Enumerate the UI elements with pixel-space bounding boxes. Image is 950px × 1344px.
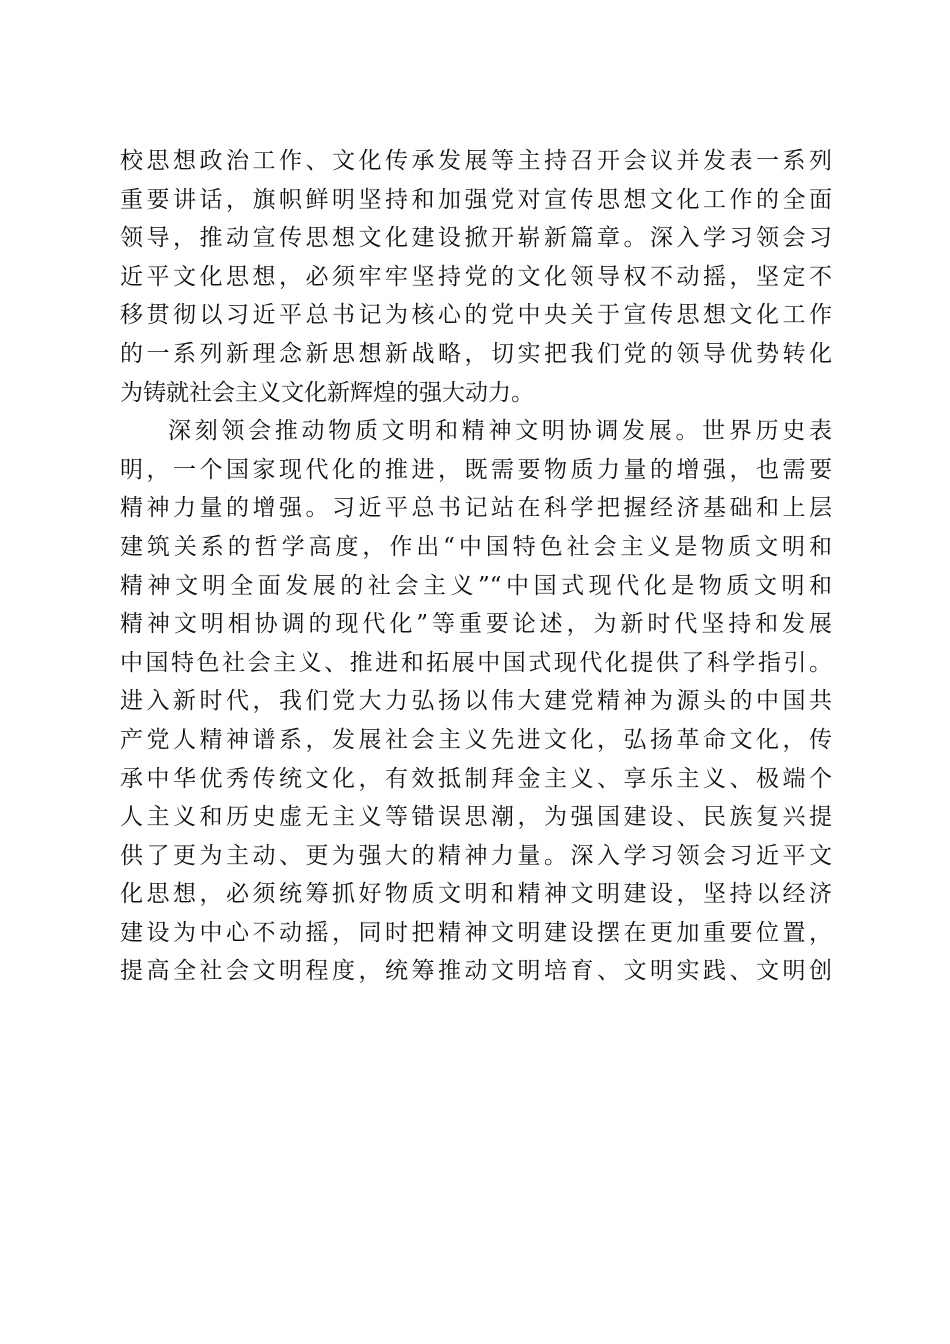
text-line: 校思想政治工作、文化传承发展等主持召开会议并发表一系列 [120, 148, 832, 174]
text-line: 精神力量的增强。习近平总书记站在科学把握经济基础和上层 [120, 495, 832, 522]
text-line: 明，一个国家现代化的推进，既需要物质力量的增强，也需要 [120, 456, 832, 483]
text-line: 精神文明相协调的现代化”等重要论述，为新时代坚持和发展 [120, 611, 832, 638]
text-line: 进入新时代，我们党大力弘扬以伟大建党精神为源头的中国共 [120, 688, 832, 715]
text-line: 建设为中心不动摇，同时把精神文明建设摆在更加重要位置， [120, 919, 832, 946]
text-line: 移贯彻以习近平总书记为核心的党中央关于宣传思想文化工作 [120, 302, 832, 329]
text-line: 为铸就社会主义文化新辉煌的强大动力。 [120, 379, 534, 406]
text-line: 供了更为主动、更为强大的精神力量。深入学习领会习近平文 [120, 842, 832, 869]
text-line: 重要讲话，旗帜鲜明坚持和加强党对宣传思想文化工作的全面 [120, 186, 832, 213]
text-line: 建筑关系的哲学高度，作出“中国特色社会主义是物质文明和 [120, 533, 832, 560]
paragraph-heading-line: 深刻领会推动物质文明和精神文明协调发展。世界历史表 [168, 418, 832, 445]
body-text [120, 142, 832, 991]
text-line: 提高全社会文明程度，统筹推动文明培育、文明实践、文明创 [120, 958, 832, 985]
text-line: 近平文化思想，必须牢牢坚持党的文化领导权不动摇，坚定不 [120, 263, 832, 290]
text-line: 领导，推动宣传思想文化建设掀开崭新篇章。深入学习领会习 [120, 225, 832, 252]
text-line: 的一系列新理念新思想新战略，切实把我们党的领导优势转化 [120, 340, 832, 367]
text-line: 承中华优秀传统文化，有效抵制拜金主义、享乐主义、极端个 [120, 765, 832, 792]
text-line: 精神文明全面发展的社会主义”“中国式现代化是物质文明和 [120, 572, 832, 599]
text-line: 产党人精神谱系，发展社会主义先进文化，弘扬革命文化，传 [120, 726, 832, 753]
text-line: 化思想，必须统筹抓好物质文明和精神文明建设，坚持以经济 [120, 881, 832, 908]
text-line: 人主义和历史虚无主义等错误思潮，为强国建设、民族复兴提 [120, 804, 832, 831]
text-line: 中国特色社会主义、推进和拓展中国式现代化提供了科学指引。 [120, 649, 832, 676]
